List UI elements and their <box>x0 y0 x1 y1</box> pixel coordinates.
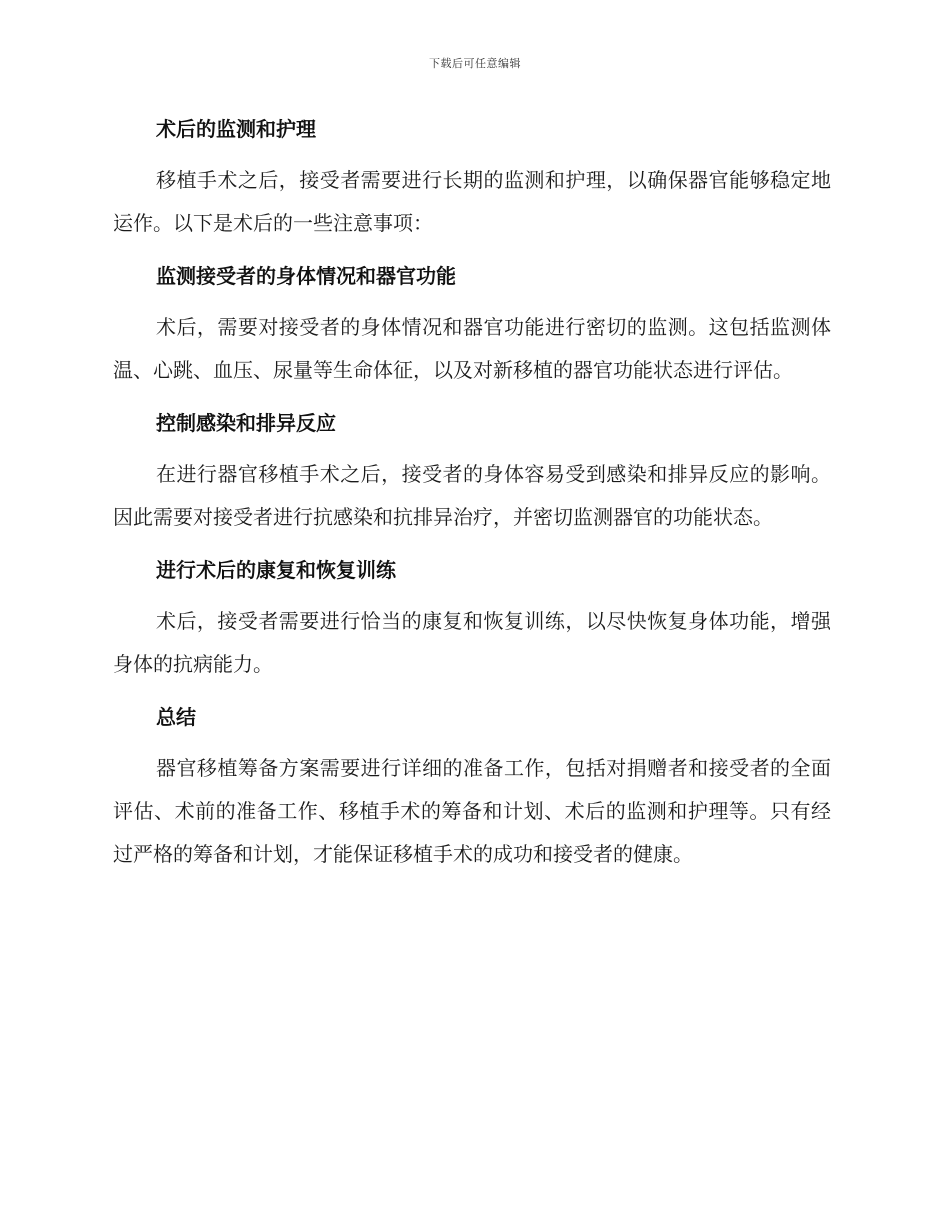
section-body-monitoring: 术后，需要对接受者的身体情况和器官功能进行密切的监测。这包括监测体温、心跳、血压、尿量等生命体征，以及对新移植的器官功能状态进行评估。 <box>113 315 831 382</box>
header-note: 下载后可任意编辑 <box>429 57 521 70</box>
section-body-infection-control: 在进行器官移植手术之后，接受者的身体容易受到感染和排异反应的影响。因此需要对接受者进行抗感染和抗排异治疗，并密切监测器官的功能状态。 <box>113 462 831 529</box>
section-heading-monitoring: 监测接受者的身体情况和器官功能 <box>156 264 456 288</box>
document-body <box>113 108 831 876</box>
section-heading-infection-control: 控制感染和排异反应 <box>156 411 336 435</box>
section-body-postop-care: 移植手术之后，接受者需要进行长期的监测和护理，以确保器官能够稳定地运作。以下是术后的一些注意事项： <box>113 168 831 235</box>
section-heading-postop-care: 术后的监测和护理 <box>156 117 316 141</box>
section-body-summary: 器官移植筹备方案需要进行详细的准备工作，包括对捐赠者和接受者的全面评估、术前的准备工作、移植手术的筹备和计划、术后的监测和护理等。只有经过严格的筹备和计划，才能保证移植手术的成功和接受者的健康。 <box>113 756 831 866</box>
section-body-rehabilitation: 术后，接受者需要进行恰当的康复和恢复训练，以尽快恢复身体功能，增强身体的抗病能力。 <box>113 609 831 676</box>
section-heading-summary: 总结 <box>156 705 196 729</box>
section-heading-rehabilitation: 进行术后的康复和恢复训练 <box>156 558 396 582</box>
